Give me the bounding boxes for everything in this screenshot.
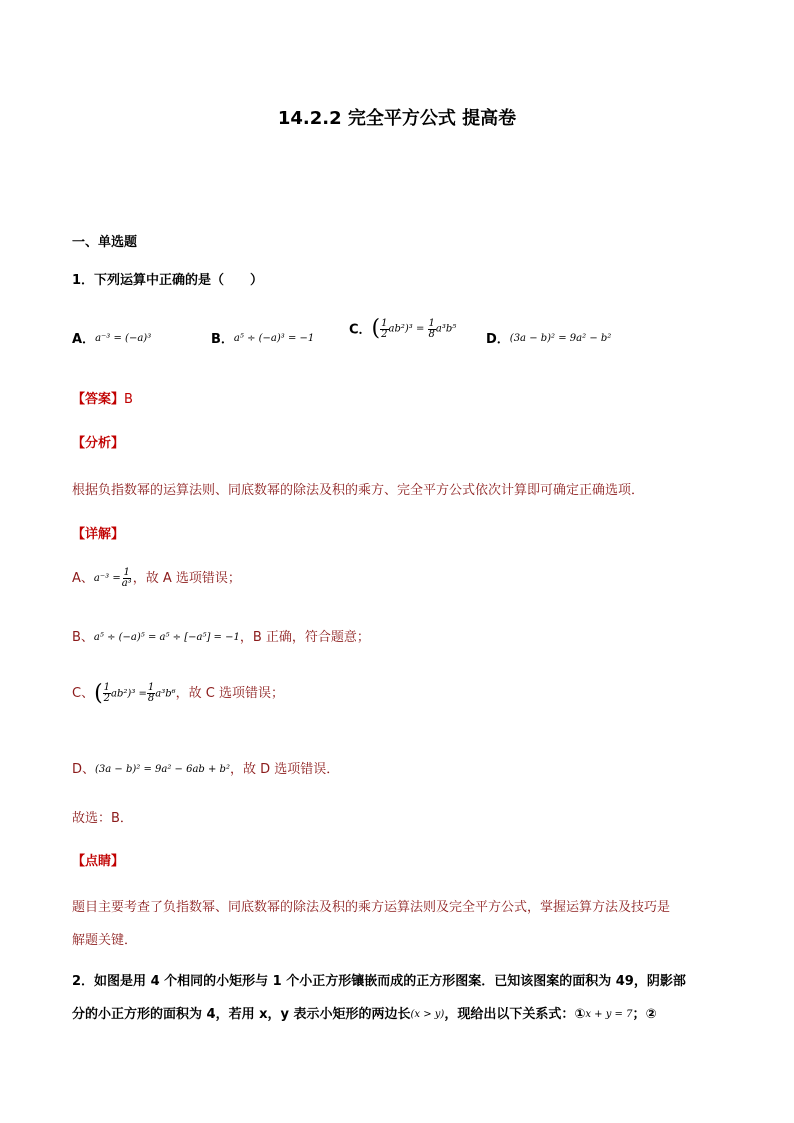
question-2-line-1: 2．如图是用 4 个相同的小矩形与 1 个小正方形镶嵌而成的正方形图案．已知该图案的面积为 49，阴影部 <box>72 974 686 989</box>
comment-line-2: 解题关键． <box>72 933 138 948</box>
option-b <box>211 328 314 347</box>
detail-d-prefix: D、 <box>72 762 96 777</box>
comment-line-1: 题目主要考查了负指数幂、同底数幂的除法及积的乘方运算法则及完全平方公式，掌握运算方法及技巧是 <box>72 900 671 915</box>
option-a-label: A． <box>72 332 96 347</box>
detail-b <box>72 626 370 645</box>
detail-c <box>72 682 284 705</box>
option-a-expr: a⁻³ = (−a)³ <box>95 333 152 344</box>
conclusion: 故选：B． <box>72 811 133 826</box>
detail-a-prefix: A、 <box>72 571 94 586</box>
question-1-stem: 1．下列运算中正确的是（ ） <box>72 273 264 288</box>
analysis-tag: 【分析】 <box>72 436 125 451</box>
option-d-label: D． <box>486 332 510 347</box>
detail-c-mid: ab²)³ = <box>111 688 147 699</box>
option-b-label: B． <box>211 332 234 347</box>
question-2-math-1: (x > y) <box>410 1009 445 1020</box>
option-b-expr: a⁵ ÷ (−a)³ = −1 <box>233 333 315 344</box>
option-c-paren: ( <box>371 316 381 341</box>
question-2-math-2: x + y = 7 <box>585 1009 633 1020</box>
detail-b-prefix: B、 <box>72 630 94 645</box>
detail-b-math: a⁵ ÷ (−a)⁵ = a⁵ ÷ [−a⁵] = −1 <box>93 632 240 643</box>
question-2-line-2 <box>72 1003 656 1022</box>
option-c-post: a³b⁵ <box>435 323 457 335</box>
question-2-line-2-pre: 分的小正方形的面积为 4，若用 x，y 表示小矩形的两边长 <box>72 1007 411 1022</box>
comment-tag: 【点睛】 <box>72 854 125 869</box>
detail-tag: 【详解】 <box>72 527 125 542</box>
question-2-line-2-mid: ，现给出以下关系式：① <box>444 1007 586 1022</box>
option-d <box>486 328 611 347</box>
answer-line <box>72 388 133 407</box>
detail-c-prefix: C、 <box>72 686 95 701</box>
option-a <box>72 328 151 347</box>
detail-d <box>72 758 339 777</box>
answer-tag: 【答案】 <box>72 392 125 407</box>
detail-c-paren: ( <box>94 680 103 706</box>
detail-a <box>72 567 241 589</box>
detail-d-suffix: ，故 D 选项错误． <box>229 762 340 777</box>
option-c-mid: ab²)³ = <box>388 323 428 335</box>
detail-c-post: a³b⁶ <box>155 688 176 699</box>
detail-b-suffix: ，B 正确，符合题意； <box>239 630 370 645</box>
detail-c-den: 2 <box>103 693 111 704</box>
detail-a-den: a³ <box>121 578 132 589</box>
page-title: 14.2.2 完全平方公式 提高卷 <box>277 108 517 129</box>
detail-c-suffix: ，故 C 选项错误； <box>175 686 284 701</box>
detail-a-num: 1 <box>123 567 130 578</box>
answer-value: B <box>124 392 133 407</box>
option-c-label: C． <box>349 322 372 338</box>
section-heading: 一、单选题 <box>72 235 138 250</box>
option-c-num: 1 <box>381 317 388 329</box>
detail-c-num: 1 <box>103 682 111 693</box>
option-c-num2: 1 <box>428 317 435 329</box>
option-d-expr: (3a − b)² = 9a² − b² <box>509 333 612 344</box>
question-2-line-2-post: ；② <box>632 1007 657 1022</box>
detail-a-suffix: ，故 A 选项错误； <box>132 571 241 586</box>
option-c-den: 2 <box>381 328 388 340</box>
detail-a-math: a⁻³ = <box>93 573 121 584</box>
detail-c-num2: 1 <box>147 682 155 693</box>
analysis-text: 根据负指数幂的运算法则、同底数幂的除法及积的乘方、完全平方公式依次计算即可确定正确选项． <box>72 483 645 498</box>
option-c-den2: 8 <box>428 328 435 340</box>
detail-c-den2: 8 <box>147 693 155 704</box>
detail-d-math: (3a − b)² = 9a² − 6ab + b² <box>95 764 230 775</box>
option-c <box>349 318 456 340</box>
